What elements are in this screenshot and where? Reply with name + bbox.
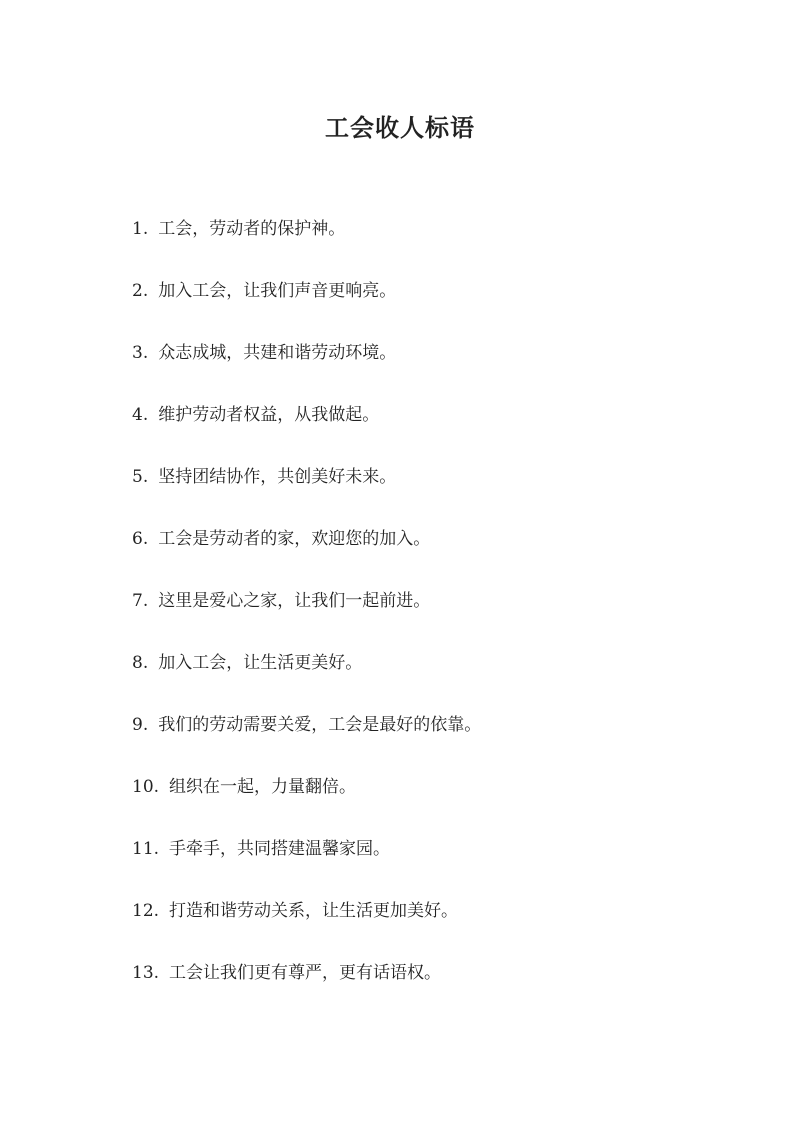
list-item-number: 11. (132, 839, 160, 859)
list-item-text: 手牵手，共同搭建温馨家园。 (169, 839, 391, 859)
list-item (132, 586, 481, 648)
list-item-text: 加入工会，让我们声音更响亮。 (158, 281, 397, 301)
list-item-text: 工会，劳动者的保护神。 (158, 219, 346, 239)
list-item (132, 400, 481, 462)
list-item (132, 834, 481, 896)
list-item (132, 524, 481, 586)
list-item (132, 462, 481, 524)
list-item-text: 这里是爱心之家，让我们一起前进。 (158, 591, 431, 611)
list-item-text: 组织在一起，力量翻倍。 (169, 777, 357, 797)
list-item-text: 工会是劳动者的家，欢迎您的加入。 (158, 529, 431, 549)
list-item-number: 10. (132, 777, 160, 797)
list-item (132, 338, 481, 400)
list-item-number: 4. (132, 405, 149, 425)
list-item-number: 2. (132, 281, 149, 301)
list-item-text: 加入工会，让生活更美好。 (158, 653, 363, 673)
slogan-list (132, 214, 481, 1020)
list-item-number: 3. (132, 343, 149, 363)
list-item-text: 打造和谐劳动关系，让生活更加美好。 (169, 901, 459, 921)
list-item-number: 5. (132, 467, 149, 487)
list-item (132, 710, 481, 772)
list-item-number: 8. (132, 653, 149, 673)
list-item-number: 13. (132, 963, 160, 983)
list-item-number: 1. (132, 219, 149, 239)
list-item-text: 众志成城，共建和谐劳动环境。 (158, 343, 397, 363)
list-item-number: 12. (132, 901, 160, 921)
list-item (132, 276, 481, 338)
list-item (132, 648, 481, 710)
list-item (132, 896, 481, 958)
list-item (132, 214, 481, 276)
list-item-number: 9. (132, 715, 149, 735)
list-item-text: 坚持团结协作，共创美好未来。 (158, 467, 397, 487)
document-title: 工会收人标语 (325, 113, 475, 143)
list-item-text: 维护劳动者权益，从我做起。 (158, 405, 380, 425)
list-item-text: 工会让我们更有尊严，更有话语权。 (169, 963, 442, 983)
list-item-text: 我们的劳动需要关爱，工会是最好的依靠。 (158, 715, 482, 735)
list-item-number: 6. (132, 529, 149, 549)
list-item (132, 772, 481, 834)
list-item (132, 958, 481, 1020)
list-item-number: 7. (132, 591, 149, 611)
